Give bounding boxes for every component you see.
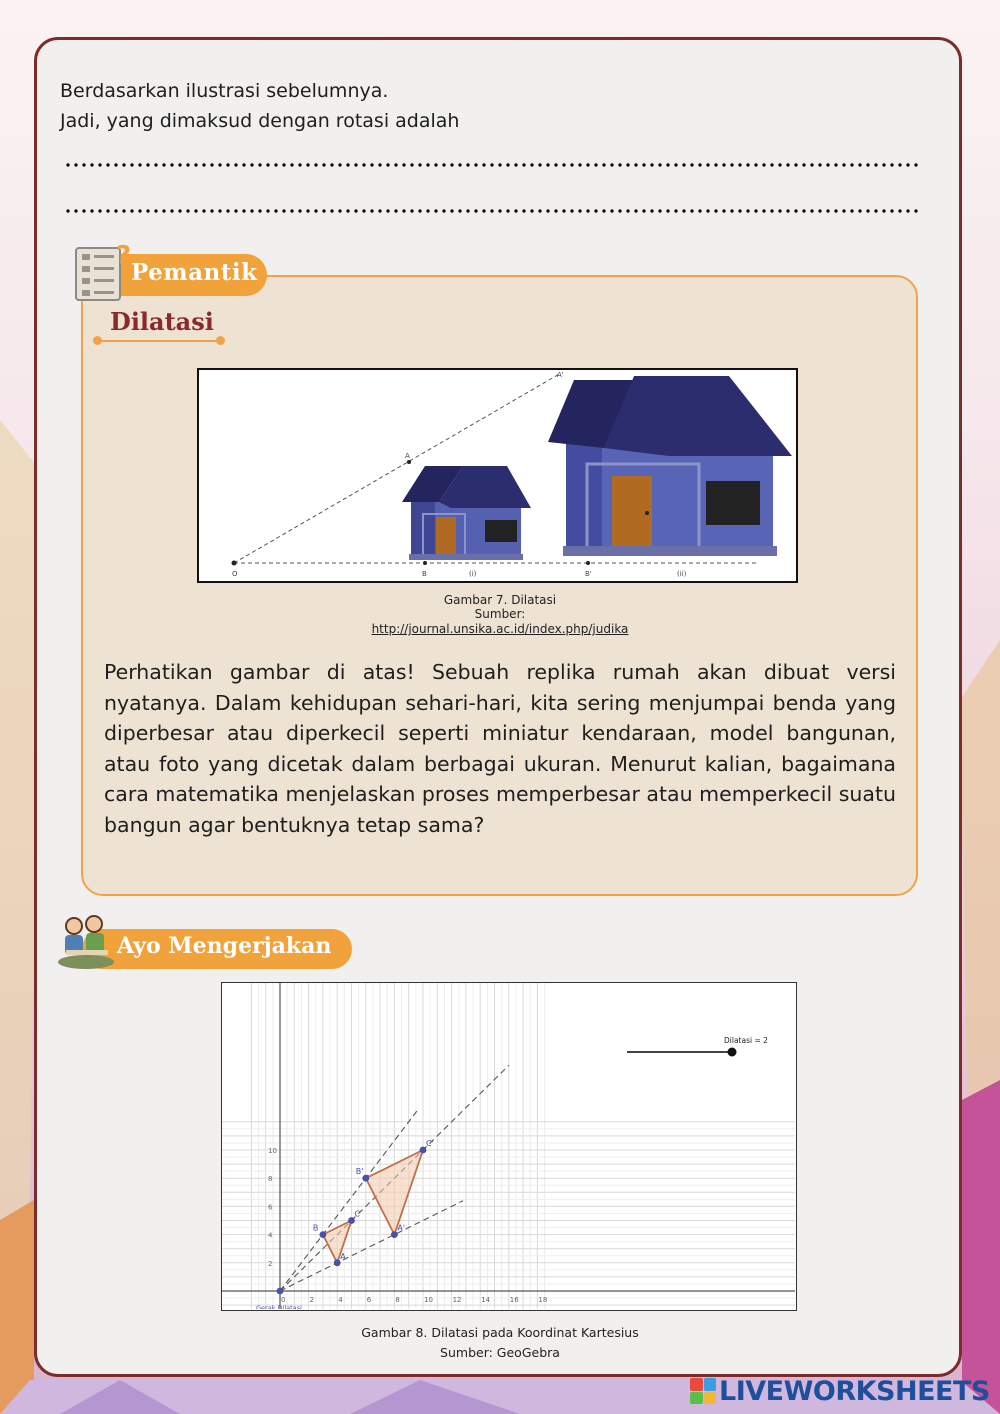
- label-i: (i): [469, 570, 477, 578]
- label-ii: (ii): [677, 570, 687, 578]
- label-a-prime: A': [557, 371, 564, 379]
- dilatasi-title: Dilatasi: [110, 307, 214, 336]
- figure7-caption: Gambar 7. Dilatasi: [443, 593, 557, 607]
- coordinate-graph: [222, 983, 795, 1309]
- y-tick-label: 4: [268, 1231, 273, 1240]
- figure7-source-link[interactable]: http://journal.unsika.ac.id/index.php/judika: [371, 622, 629, 636]
- point-label: B: [312, 1223, 319, 1233]
- checklist-icon: [70, 238, 136, 304]
- point-B: [320, 1231, 327, 1238]
- dilation-slider-knob[interactable]: [728, 1048, 737, 1057]
- svg-text:?: ?: [116, 241, 132, 271]
- label-b-prime: B': [585, 570, 592, 578]
- intro-text: [60, 76, 459, 136]
- y-tick-label: 2: [268, 1259, 273, 1268]
- answer-line-2[interactable]: [64, 208, 920, 214]
- point-label: B': [355, 1167, 364, 1177]
- x-tick-label: 12: [452, 1296, 462, 1304]
- dilatasi-coordinate-figure: [221, 982, 797, 1311]
- intro-line-1: Berdasarkan ilustrasi sebelumnya.: [60, 80, 389, 102]
- title-underline: [96, 340, 222, 342]
- y-tick-label: 6: [268, 1203, 273, 1212]
- pemantik-badge-label: Pemantik: [131, 259, 258, 286]
- point-origin: [277, 1288, 284, 1295]
- x-tick-label: 2: [309, 1296, 315, 1304]
- point-label: C: [354, 1209, 361, 1219]
- label-a: A: [405, 452, 410, 460]
- origin-label: Gerak Dilatasi: [256, 1304, 302, 1309]
- point-label: C': [426, 1139, 434, 1148]
- x-tick-label: 10: [424, 1296, 433, 1304]
- dilation-slider-label: Dilatasi = 2: [724, 1036, 768, 1045]
- dilation-ray: [280, 1201, 463, 1291]
- x-tick-label: 4: [338, 1296, 343, 1304]
- answer-line-1[interactable]: [64, 162, 920, 168]
- intro-line-2: Jadi, yang dimaksud dengan rotasi adalah: [60, 110, 460, 132]
- x-tick-label: 18: [538, 1296, 548, 1304]
- point-label: A': [397, 1223, 406, 1233]
- underline-dot-left: [93, 336, 102, 345]
- liveworksheets-logo-icon: [690, 1378, 716, 1404]
- x-tick-label: 8: [395, 1296, 400, 1304]
- x-tick-label: 0: [281, 1296, 286, 1304]
- dilatasi-house-figure: [197, 368, 798, 583]
- y-tick-label: 8: [268, 1175, 273, 1184]
- figure7-source-label: Sumber:: [474, 607, 526, 621]
- pemantik-paragraph: Perhatikan gambar di atas! Sebuah replika rumah akan dibuat versi nyatanya. Dalam kehidupan sehari-hari, kita sering menjumpai benda yang diperbesar atau diperkecil seperti miniatur kendaraan, model bangunan, atau foto yang dicetak dalam berbagai ukuran. Menurut kalian, bagaimana cara matematika menjelaskan proses memperbesar atau memperkecil suatu bangun agar bentuknya tetap sama?: [104, 660, 896, 837]
- y-tick-label: 10: [268, 1147, 277, 1155]
- underline-dot-right: [216, 336, 225, 345]
- point-label: A: [340, 1251, 346, 1261]
- figure8-caption: Gambar 8. Dilatasi pada Koordinat Kartesius: [361, 1325, 639, 1340]
- x-tick-label: 6: [366, 1296, 372, 1304]
- students-icon: [56, 912, 118, 970]
- label-o: O: [232, 570, 238, 578]
- liveworksheets-logo[interactable]: [690, 1374, 990, 1408]
- liveworksheets-logo-text: LIVEWORKSHEETS: [719, 1375, 990, 1407]
- x-tick-label: 14: [481, 1296, 491, 1304]
- ayo-mengerjakan-label: Ayo Mengerjakan: [117, 933, 332, 959]
- label-b: B: [422, 570, 427, 578]
- x-tick-label: 16: [509, 1296, 519, 1304]
- house-illustration: [199, 370, 795, 580]
- figure8-source: Sumber: GeoGebra: [440, 1345, 560, 1360]
